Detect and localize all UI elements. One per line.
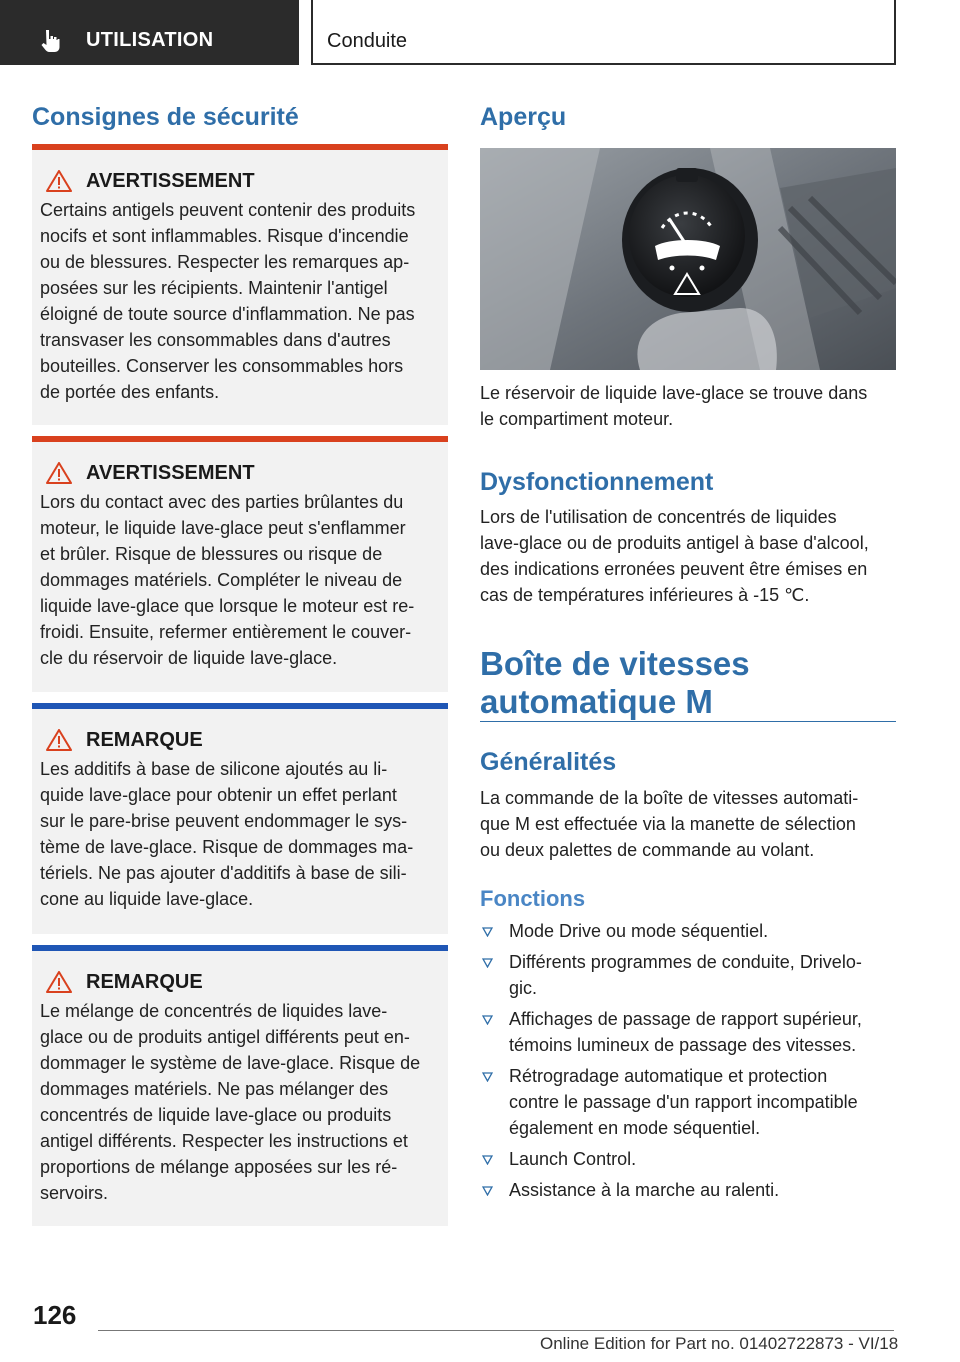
triangle-bullet-icon <box>482 1186 493 1196</box>
washer-reservoir-photo <box>480 148 896 370</box>
text-line: des indications erronées peuvent être émises en <box>480 559 868 579</box>
text-line: Les additifs à base de silicone ajoutés au li- <box>40 759 388 779</box>
text-line: ou deux palettes de commande au volant. <box>480 840 815 860</box>
text-line: et brûler. Risque de blessures ou risque de <box>40 544 383 564</box>
triangle-bullet-icon <box>482 958 493 968</box>
text-line: La commande de la boîte de vitesses automati- <box>480 788 859 808</box>
warning-triangle-icon <box>46 170 72 192</box>
text-line: froidi. Ensuite, refermer entièrement le couver- <box>40 622 412 642</box>
text-line: Launch Control. <box>509 1149 637 1169</box>
notice-box-text <box>40 998 440 1206</box>
text-line: lave-glace ou de produits antigel à base d'alcool, <box>480 533 869 553</box>
notice-bar <box>32 945 448 951</box>
list-item <box>480 1006 896 1058</box>
notice-box-title: REMARQUE <box>86 970 203 993</box>
generalites-text <box>480 785 896 863</box>
washer-reservoir-image <box>480 148 896 370</box>
section-rule <box>480 721 896 722</box>
text-line: Le réservoir de liquide lave-glace se trouve dans <box>480 383 868 403</box>
apercu-title: Aperçu <box>480 103 567 131</box>
triangle-bullet-icon <box>482 1015 493 1025</box>
text-line: concentrés de liquide lave-glace ou produits <box>40 1105 392 1125</box>
text-line: le compartiment moteur. <box>480 409 674 429</box>
text-line: que M est effectuée via la manette de sélection <box>480 814 856 834</box>
text-line: également en mode séquentiel. <box>509 1118 761 1138</box>
warning-box-title: AVERTISSEMENT <box>86 169 255 192</box>
text-line: dommages matériels. Compléter le niveau de <box>40 570 403 590</box>
text-line: cas de températures inférieures à -15 ℃. <box>480 585 810 605</box>
page-number: 126 <box>33 1300 77 1330</box>
text-line: bouteilles. Conserver les consommables hors <box>40 356 404 376</box>
footer-divider <box>98 1330 894 1331</box>
text-line: Lors de l'utilisation de concentrés de liquides <box>480 507 837 527</box>
text-line: nocifs et sont inflammables. Risque d'incendie <box>40 226 409 246</box>
subsection-tab[interactable] <box>311 0 896 65</box>
safety-title: Consignes de sécurité <box>32 103 299 131</box>
hand-pointer-icon <box>38 28 62 52</box>
text-line: contre le passage d'un rapport incompatible <box>509 1092 858 1112</box>
warning-bar <box>32 436 448 442</box>
text-line: Affichages de passage de rapport supérieur, <box>509 1009 862 1029</box>
notice-box-text <box>40 756 440 912</box>
dysfonction-text <box>480 504 896 608</box>
warning-box-text <box>40 197 440 405</box>
list-item <box>480 1063 896 1141</box>
warning-triangle-icon <box>46 971 72 993</box>
text-line: tériels. Ne pas ajouter d'additifs à base de sili- <box>40 863 407 883</box>
subsection-tab-label: Conduite <box>327 30 408 52</box>
text-line: gic. <box>509 978 538 998</box>
text-line: dommages matériels. Ne pas mélanger des <box>40 1079 389 1099</box>
boite-title <box>480 645 896 721</box>
generalites-title: Généralités <box>480 748 617 776</box>
section-tab-label: UTILISATION <box>86 29 214 51</box>
triangle-bullet-icon <box>482 927 493 937</box>
dysfonction-title: Dysfonctionnement <box>480 468 714 496</box>
triangle-bullet-icon <box>482 1072 493 1082</box>
edition-footer: Online Edition for Part no. 01402722873 - VI/18 <box>540 1334 899 1353</box>
apercu-text <box>480 380 896 432</box>
warning-box-1 <box>32 144 448 425</box>
text-line: transvaser les consommables dans d'autres <box>40 330 391 350</box>
text-line: moteur, le liquide lave-glace peut s'enflammer <box>40 518 406 538</box>
notice-box-2 <box>32 945 448 1226</box>
list-item <box>480 949 896 1001</box>
warning-box-text <box>40 489 440 671</box>
text-line: proportions de mélange apposées sur les ré- <box>40 1157 398 1177</box>
text-line: ou de blessures. Respecter les remarques ap- <box>40 252 410 272</box>
text-line: témoins lumineux de passage des vitesses. <box>509 1035 857 1055</box>
text-line: quide lave-glace pour obtenir un effet perlant <box>40 785 397 805</box>
text-line: éloigné de toute source d'inflammation. Ne pas <box>40 304 415 324</box>
warning-triangle-icon <box>46 729 72 751</box>
text-line: liquide lave-glace que lorsque le moteur est re- <box>40 596 415 616</box>
text-line: servoirs. <box>40 1183 109 1203</box>
warning-bar <box>32 144 448 150</box>
text-line: de portée des enfants. <box>40 382 220 402</box>
text-line: cle du réservoir de liquide lave-glace. <box>40 648 338 668</box>
text-line: tème de lave-glace. Risque de dommages ma- <box>40 837 414 857</box>
notice-bar <box>32 703 448 709</box>
list-item <box>480 1146 896 1172</box>
text-line: Différents programmes de conduite, Drivelo- <box>509 952 862 972</box>
section-tab[interactable] <box>0 0 299 65</box>
warning-triangle-icon <box>46 462 72 484</box>
boite-title-line: automatique M <box>480 683 713 720</box>
text-line: Lors du contact avec des parties brûlantes du <box>40 492 404 512</box>
fonctions-title: Fonctions <box>480 886 586 911</box>
text-line: dommager le système de lave-glace. Risque de <box>40 1053 421 1073</box>
text-line: Assistance à la marche au ralenti. <box>509 1180 780 1200</box>
text-line: glace ou de produits antigel différents peut en- <box>40 1027 410 1047</box>
text-line: sur le pare-brise peuvent endommager le sys- <box>40 811 408 831</box>
text-line: Certains antigels peuvent contenir des produits <box>40 200 416 220</box>
text-line: Rétrogradage automatique et protection <box>509 1066 828 1086</box>
list-item <box>480 1177 896 1203</box>
fonctions-list <box>480 918 896 1208</box>
notice-box-1 <box>32 703 448 934</box>
text-line: antigel différents. Respecter les instructions et <box>40 1131 408 1151</box>
list-item <box>480 918 896 944</box>
warning-box-2 <box>32 436 448 692</box>
text-line: posées sur les récipients. Maintenir l'antigel <box>40 278 388 298</box>
triangle-bullet-icon <box>482 1155 493 1165</box>
text-line: cone au liquide lave-glace. <box>40 889 254 909</box>
text-line: Mode Drive ou mode séquentiel. <box>509 921 769 941</box>
notice-box-title: REMARQUE <box>86 728 203 751</box>
boite-title-line: Boîte de vitesses <box>480 645 750 682</box>
text-line: Le mélange de concentrés de liquides lave- <box>40 1001 388 1021</box>
warning-box-title: AVERTISSEMENT <box>86 461 255 484</box>
